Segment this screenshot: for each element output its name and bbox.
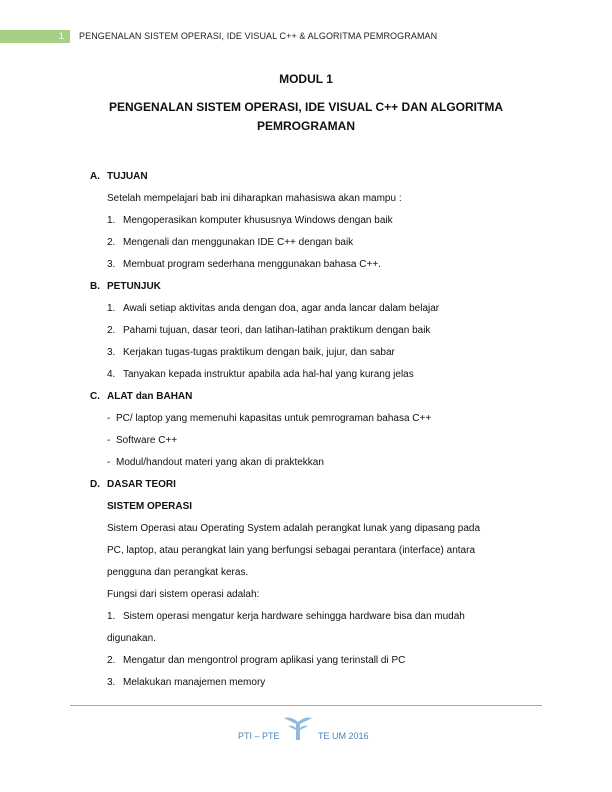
item-text: Awali setiap aktivitas anda dengan doa, agar anda lancar dalam belajar [123,303,440,314]
list-item [90,364,550,386]
item-text: Mengoperasikan komputer khususnya Windows dengan baik [123,215,393,226]
item-number: 1. [107,611,116,622]
module-number: MODUL 1 [279,72,333,86]
item-text: Mengenali dan menggunakan IDE C++ dengan baik [123,237,354,248]
section-letter: B. [90,281,100,292]
item-text: Tanyakan kepada instruktur apabila ada hal-hal yang kurang jelas [123,369,414,380]
section-b-heading [90,276,550,298]
item-text: Pahami tujuan, dasar teori, dan latihan-latihan praktikum dengan baik [123,325,431,336]
item-number: 4. [107,369,116,380]
footer-left-text: PTI – PTE [238,731,280,741]
item-text: Membuat program sederhana menggunakan bahasa C++. [123,259,381,270]
list-item [90,320,550,342]
running-title: PENGENALAN SISTEM OPERASI, IDE VISUAL C++ & ALGORITMA PEMROGRAMAN [79,31,438,41]
section-title: TUJUAN [107,171,148,182]
section-title: DASAR TEORI [107,479,176,490]
item-number: 2. [107,237,116,248]
page-number: 1 [59,31,65,41]
section-letter: C. [90,391,100,402]
list-item [90,672,550,694]
item-text: Mengatur dan mengontrol program aplikasi yang terinstall di PC [123,655,406,666]
item-number: 1. [107,303,116,314]
list-item [90,650,550,672]
list-item [90,210,550,232]
paragraph-line: Sistem Operasi atau Operating System adalah perangkat lunak yang dipasang pada [107,523,481,534]
section-title: PETUNJUK [107,281,161,292]
item-text: Melakukan manajemen memory [123,677,266,688]
module-title: PENGENALAN SISTEM OPERASI, IDE VISUAL C++ DAN ALGORITMA PEMROGRAMAN [108,100,504,133]
item-text: Software C++ [116,435,178,446]
page-header [0,30,612,43]
section-d-heading [90,474,550,496]
item-text: Modul/handout materi yang akan di praktekkan [116,457,324,468]
list-item [90,408,550,430]
paragraph-line: pengguna dan perangkat keras. [107,567,249,578]
section-letter: D. [90,479,100,490]
list-item [90,430,550,452]
item-dash: - [107,435,111,446]
document-body [90,166,550,694]
item-number: 1. [107,215,116,226]
paragraph-line: PC, laptop, atau perangkat lain yang berfungsi sebagai perantara (interface) antara [107,545,476,556]
section-c-heading [90,386,550,408]
section-a-intro: Setelah mempelajari bab ini diharapkan mahasiswa akan mampu : [107,193,402,204]
footer-divider [70,705,542,706]
section-letter: A. [90,171,100,182]
list-item [90,254,550,276]
item-number: 2. [107,325,116,336]
item-number: 3. [107,259,116,270]
section-title: ALAT dan BAHAN [107,391,193,402]
list-item [90,342,550,364]
item-text: PC/ laptop yang memenuhi kapasitas untuk pemrograman bahasa C++ [116,413,432,424]
item-text: Sistem operasi mengatur kerja hardware sehingga hardware bisa dan mudah [123,611,465,622]
item-number: 3. [107,677,116,688]
list-item [90,606,550,628]
list-item [90,298,550,320]
item-number: 3. [107,347,116,358]
section-a-heading [90,166,550,188]
item-text: Kerjakan tugas-tugas praktikum dengan baik, jujur, dan sabar [123,347,395,358]
university-logo-icon [281,714,315,744]
list-item [90,232,550,254]
list-item-continuation: digunakan. [107,633,156,644]
item-dash: - [107,457,111,468]
list-item [90,452,550,474]
title-block [0,71,612,136]
fungsi-intro: Fungsi dari sistem operasi adalah: [107,589,260,600]
item-number: 2. [107,655,116,666]
item-dash: - [107,413,111,424]
footer-right-text: TE UM 2016 [318,731,369,741]
subsection-title: SISTEM OPERASI [107,501,193,512]
